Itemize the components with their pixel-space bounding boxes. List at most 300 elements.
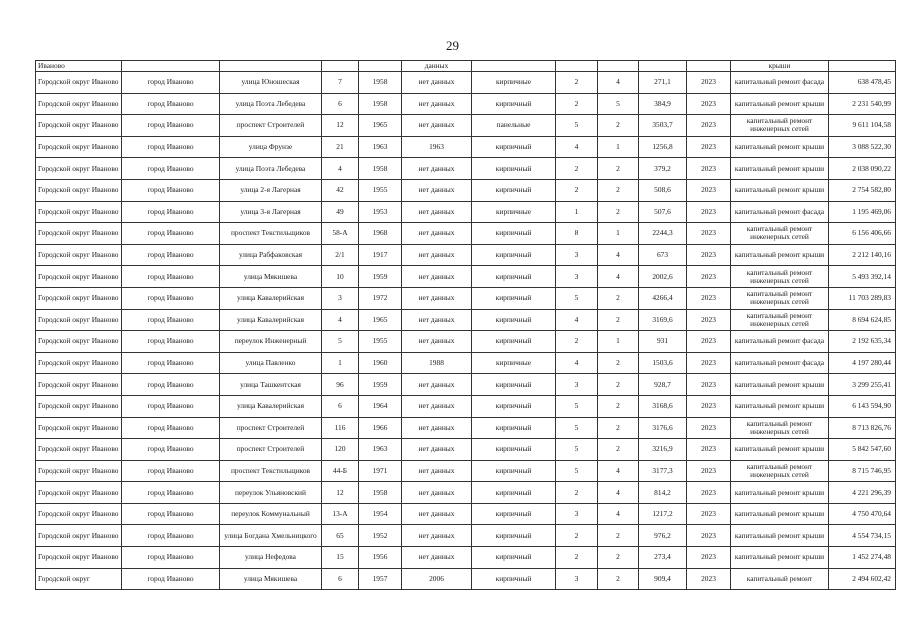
house-number-cell: 42: [322, 179, 359, 201]
municipal-district-cell: Городской округ Иваново: [36, 331, 122, 353]
municipal-district-cell: Городской округ Иваново: [36, 547, 122, 569]
construction-year-cell: 1960: [359, 352, 402, 374]
area-cell: 379,2: [639, 158, 687, 180]
entrances-cell: 4: [598, 244, 639, 266]
floors-cell: 2: [556, 158, 598, 180]
planned-year-cell: 2023: [687, 287, 731, 309]
wall-material-cell: кирпичный: [472, 136, 556, 158]
municipal-district-cell: Городской округ Иваново: [36, 266, 122, 288]
floors-cell: 3: [556, 568, 598, 590]
work-type-cell: капитальный ремонт инженерных сетей: [731, 287, 829, 309]
settlement-cell: город Иваново: [122, 331, 220, 353]
municipal-district-cell: Городской округ Иваново: [36, 223, 122, 245]
cost-cell: 3 299 255,41: [829, 374, 896, 396]
construction-year-cell: 1952: [359, 525, 402, 547]
street-cell: улица Юношеская: [220, 72, 322, 94]
wall-material-cell: кирпичный: [472, 179, 556, 201]
entrances-cell: 4: [598, 503, 639, 525]
area-cell: 508,6: [639, 179, 687, 201]
cost-cell: 2 231 540,99: [829, 93, 896, 115]
reconstruction-year-cell: 1963: [402, 136, 472, 158]
reconstruction-year-cell: 1988: [402, 352, 472, 374]
municipal-district-cell: Городской округ Иваново: [36, 309, 122, 331]
floors-cell: 8: [556, 223, 598, 245]
street-cell: улица Павленко: [220, 352, 322, 374]
table-row: [36, 72, 896, 94]
construction-year-cell: 1966: [359, 417, 402, 439]
floors-cell: 2: [556, 93, 598, 115]
settlement-cell: город Иваново: [122, 223, 220, 245]
floors-cell: 3: [556, 503, 598, 525]
entrances-cell: 4: [598, 266, 639, 288]
work-type-cell: капитальный ремонт инженерных сетей: [731, 309, 829, 331]
settlement-cell: город Иваново: [122, 287, 220, 309]
entrances-cell: 2: [598, 525, 639, 547]
house-number-cell: 6: [322, 568, 359, 590]
house-number-cell: 10: [322, 266, 359, 288]
cost-cell: 8 715 746,95: [829, 460, 896, 482]
street-cell: проспект Строителей: [220, 439, 322, 461]
table-row: [36, 395, 896, 417]
area-cell: 814,2: [639, 482, 687, 504]
house-number-cell: 1: [322, 352, 359, 374]
wall-material-cell: кирпичный: [472, 568, 556, 590]
reconstruction-year-cell: нет данных: [402, 201, 472, 223]
floors-cell: 5: [556, 460, 598, 482]
cost-cell: 2 192 635,34: [829, 331, 896, 353]
floors-cell: 1: [556, 201, 598, 223]
construction-year-cell: 1958: [359, 72, 402, 94]
settlement-cell: город Иваново: [122, 136, 220, 158]
cost-cell: 2 038 090,22: [829, 158, 896, 180]
municipal-district-cell: Городской округ Иваново: [36, 115, 122, 137]
reconstruction-year-cell: 2006: [402, 568, 472, 590]
table-row: [36, 287, 896, 309]
municipal-district-cell: Городской округ Иваново: [36, 179, 122, 201]
settlement-cell: город Иваново: [122, 309, 220, 331]
area-cell: 4266,4: [639, 287, 687, 309]
floors-cell: 4: [556, 136, 598, 158]
wall-material-cell: кирпичный: [472, 482, 556, 504]
table-row: [36, 547, 896, 569]
area-cell: 271,1: [639, 72, 687, 94]
planned-year-cell: 2023: [687, 72, 731, 94]
table-row: [36, 179, 896, 201]
table-row: [36, 460, 896, 482]
house-number-cell: 3: [322, 287, 359, 309]
cost-cell: 2 212 140,16: [829, 244, 896, 266]
housing-repair-table: [35, 60, 896, 590]
table-row: [36, 374, 896, 396]
wall-material-cell: кирпичный: [472, 525, 556, 547]
wall-material-cell: кирпичный: [472, 93, 556, 115]
reconstruction-year-cell: нет данных: [402, 72, 472, 94]
settlement-cell: [122, 61, 220, 72]
street-cell: проспект Текстильщиков: [220, 460, 322, 482]
work-type-cell: капитальный ремонт крыши: [731, 503, 829, 525]
entrances-cell: 2: [598, 115, 639, 137]
reconstruction-year-cell: нет данных: [402, 93, 472, 115]
house-number-cell: 4: [322, 309, 359, 331]
entrances-cell: [598, 61, 639, 72]
wall-material-cell: кирпичный: [472, 331, 556, 353]
settlement-cell: город Иваново: [122, 568, 220, 590]
wall-material-cell: кирпичный: [472, 439, 556, 461]
table-row: [36, 417, 896, 439]
floors-cell: 2: [556, 547, 598, 569]
street-cell: улица Рабфаковская: [220, 244, 322, 266]
construction-year-cell: 1963: [359, 136, 402, 158]
page-number: 29: [446, 38, 459, 53]
planned-year-cell: 2023: [687, 482, 731, 504]
settlement-cell: город Иваново: [122, 266, 220, 288]
floors-cell: 4: [556, 352, 598, 374]
table-row: [36, 201, 896, 223]
wall-material-cell: кирпичные: [472, 352, 556, 374]
wall-material-cell: кирпичный: [472, 374, 556, 396]
construction-year-cell: 1955: [359, 331, 402, 353]
municipal-district-cell: Городской округ Иваново: [36, 482, 122, 504]
municipal-district-cell: Городской округ Иваново: [36, 352, 122, 374]
municipal-district-cell: Городской округ Иваново: [36, 72, 122, 94]
settlement-cell: город Иваново: [122, 439, 220, 461]
wall-material-cell: кирпичный: [472, 547, 556, 569]
reconstruction-year-cell: нет данных: [402, 266, 472, 288]
house-number-cell: 49: [322, 201, 359, 223]
cost-cell: 2 494 602,42: [829, 568, 896, 590]
construction-year-cell: 1959: [359, 374, 402, 396]
reconstruction-year-cell: нет данных: [402, 179, 472, 201]
table-body: [36, 61, 896, 590]
reconstruction-year-cell: нет данных: [402, 395, 472, 417]
construction-year-cell: [359, 61, 402, 72]
work-type-cell: капитальный ремонт крыши: [731, 158, 829, 180]
area-cell: 3216,9: [639, 439, 687, 461]
area-cell: 1256,8: [639, 136, 687, 158]
house-number-cell: 6: [322, 93, 359, 115]
street-cell: улица Мякишева: [220, 266, 322, 288]
work-type-cell: капитальный ремонт крыши: [731, 547, 829, 569]
area-cell: 1503,6: [639, 352, 687, 374]
reconstruction-year-cell: нет данных: [402, 223, 472, 245]
floors-cell: 5: [556, 115, 598, 137]
work-type-cell: капитальный ремонт крыши: [731, 395, 829, 417]
reconstruction-year-cell: данных: [402, 61, 472, 72]
planned-year-cell: 2023: [687, 395, 731, 417]
construction-year-cell: 1972: [359, 287, 402, 309]
area-cell: 384,9: [639, 93, 687, 115]
area-cell: 931: [639, 331, 687, 353]
settlement-cell: город Иваново: [122, 482, 220, 504]
municipal-district-cell: Городской округ Иваново: [36, 503, 122, 525]
house-number-cell: 58-А: [322, 223, 359, 245]
planned-year-cell: 2023: [687, 568, 731, 590]
street-cell: улица Фрунзе: [220, 136, 322, 158]
municipal-district-cell: Городской округ Иваново: [36, 395, 122, 417]
floors-cell: 5: [556, 287, 598, 309]
wall-material-cell: кирпичный: [472, 244, 556, 266]
house-number-cell: 12: [322, 115, 359, 137]
work-type-cell: капитальный ремонт фасада: [731, 352, 829, 374]
reconstruction-year-cell: нет данных: [402, 503, 472, 525]
reconstruction-year-cell: нет данных: [402, 331, 472, 353]
reconstruction-year-cell: нет данных: [402, 158, 472, 180]
wall-material-cell: [472, 61, 556, 72]
municipal-district-cell: Городской округ Иваново: [36, 136, 122, 158]
construction-year-cell: 1956: [359, 547, 402, 569]
wall-material-cell: панельные: [472, 115, 556, 137]
table-row: [36, 136, 896, 158]
municipal-district-cell: Городской округ Иваново: [36, 244, 122, 266]
floors-cell: 3: [556, 244, 598, 266]
settlement-cell: город Иваново: [122, 201, 220, 223]
cost-cell: 5 493 392,14: [829, 266, 896, 288]
settlement-cell: город Иваново: [122, 244, 220, 266]
street-cell: улица Ташкентская: [220, 374, 322, 396]
settlement-cell: город Иваново: [122, 547, 220, 569]
planned-year-cell: 2023: [687, 352, 731, 374]
wall-material-cell: кирпичные: [472, 72, 556, 94]
entrances-cell: 2: [598, 395, 639, 417]
cost-cell: 4 197 280,44: [829, 352, 896, 374]
table-row: [36, 439, 896, 461]
house-number-cell: 44-Б: [322, 460, 359, 482]
street-cell: [220, 61, 322, 72]
reconstruction-year-cell: нет данных: [402, 547, 472, 569]
area-cell: 3176,6: [639, 417, 687, 439]
planned-year-cell: 2023: [687, 525, 731, 547]
cost-cell: 4 750 470,64: [829, 503, 896, 525]
planned-year-cell: 2023: [687, 503, 731, 525]
settlement-cell: город Иваново: [122, 374, 220, 396]
street-cell: улица Кавалерийская: [220, 287, 322, 309]
floors-cell: 3: [556, 266, 598, 288]
settlement-cell: город Иваново: [122, 417, 220, 439]
table-row: [36, 158, 896, 180]
street-cell: улица Поэта Лебедева: [220, 93, 322, 115]
planned-year-cell: 2023: [687, 158, 731, 180]
entrances-cell: 1: [598, 331, 639, 353]
planned-year-cell: 2023: [687, 460, 731, 482]
entrances-cell: 2: [598, 547, 639, 569]
floors-cell: 5: [556, 417, 598, 439]
area-cell: 3168,6: [639, 395, 687, 417]
area-cell: 976,2: [639, 525, 687, 547]
work-type-cell: капитальный ремонт инженерных сетей: [731, 266, 829, 288]
street-cell: переулок Инженерный: [220, 331, 322, 353]
house-number-cell: 96: [322, 374, 359, 396]
table-row: [36, 266, 896, 288]
entrances-cell: 2: [598, 287, 639, 309]
municipal-district-cell: Городской округ Иваново: [36, 417, 122, 439]
settlement-cell: город Иваново: [122, 525, 220, 547]
area-cell: [639, 61, 687, 72]
reconstruction-year-cell: нет данных: [402, 482, 472, 504]
reconstruction-year-cell: нет данных: [402, 439, 472, 461]
floors-cell: 2: [556, 525, 598, 547]
municipal-district-cell: Городской округ Иваново: [36, 525, 122, 547]
reconstruction-year-cell: нет данных: [402, 525, 472, 547]
house-number-cell: 21: [322, 136, 359, 158]
work-type-cell: капитальный ремонт крыши: [731, 93, 829, 115]
work-type-cell: капитальный ремонт крыши: [731, 136, 829, 158]
area-cell: 3169,6: [639, 309, 687, 331]
planned-year-cell: 2023: [687, 223, 731, 245]
reconstruction-year-cell: нет данных: [402, 115, 472, 137]
floors-cell: 4: [556, 309, 598, 331]
cost-cell: 8 694 624,85: [829, 309, 896, 331]
street-cell: улица 3-я Лагерная: [220, 201, 322, 223]
table-row: [36, 223, 896, 245]
settlement-cell: город Иваново: [122, 115, 220, 137]
house-number-cell: 5: [322, 331, 359, 353]
settlement-cell: город Иваново: [122, 179, 220, 201]
house-number-cell: 2/1: [322, 244, 359, 266]
work-type-cell: капитальный ремонт крыши: [731, 525, 829, 547]
continued-row: [36, 61, 896, 72]
work-type-cell: капитальный ремонт: [731, 568, 829, 590]
table-row: [36, 568, 896, 590]
construction-year-cell: 1955: [359, 179, 402, 201]
wall-material-cell: кирпичный: [472, 223, 556, 245]
municipal-district-cell: Городской округ Иваново: [36, 201, 122, 223]
entrances-cell: 2: [598, 179, 639, 201]
area-cell: 507,6: [639, 201, 687, 223]
entrances-cell: 2: [598, 417, 639, 439]
reconstruction-year-cell: нет данных: [402, 309, 472, 331]
cost-cell: 8 713 826,76: [829, 417, 896, 439]
wall-material-cell: кирпичный: [472, 417, 556, 439]
cost-cell: 638 478,45: [829, 72, 896, 94]
construction-year-cell: 1971: [359, 460, 402, 482]
construction-year-cell: 1965: [359, 115, 402, 137]
house-number-cell: 120: [322, 439, 359, 461]
house-number-cell: 6: [322, 395, 359, 417]
floors-cell: 5: [556, 439, 598, 461]
street-cell: улица 2-я Лагерная: [220, 179, 322, 201]
settlement-cell: город Иваново: [122, 158, 220, 180]
floors-cell: 2: [556, 331, 598, 353]
planned-year-cell: 2023: [687, 136, 731, 158]
house-number-cell: 15: [322, 547, 359, 569]
entrances-cell: 2: [598, 439, 639, 461]
entrances-cell: 5: [598, 93, 639, 115]
table-row: [36, 331, 896, 353]
planned-year-cell: 2023: [687, 439, 731, 461]
work-type-cell: капитальный ремонт крыши: [731, 439, 829, 461]
settlement-cell: город Иваново: [122, 395, 220, 417]
street-cell: проспект Текстильщиков: [220, 223, 322, 245]
settlement-cell: город Иваново: [122, 72, 220, 94]
cost-cell: 2 754 582,80: [829, 179, 896, 201]
planned-year-cell: 2023: [687, 547, 731, 569]
planned-year-cell: 2023: [687, 115, 731, 137]
reconstruction-year-cell: нет данных: [402, 244, 472, 266]
construction-year-cell: 1958: [359, 158, 402, 180]
wall-material-cell: кирпичный: [472, 309, 556, 331]
planned-year-cell: 2023: [687, 417, 731, 439]
house-number-cell: 65: [322, 525, 359, 547]
area-cell: 2244,3: [639, 223, 687, 245]
street-cell: проспект Строителей: [220, 417, 322, 439]
street-cell: улица Нефедова: [220, 547, 322, 569]
cost-cell: 6 143 594,90: [829, 395, 896, 417]
work-type-cell: капитальный ремонт инженерных сетей: [731, 115, 829, 137]
construction-year-cell: 1968: [359, 223, 402, 245]
area-cell: 3503,7: [639, 115, 687, 137]
reconstruction-year-cell: нет данных: [402, 460, 472, 482]
settlement-cell: город Иваново: [122, 460, 220, 482]
house-number-cell: [322, 61, 359, 72]
cost-cell: 5 842 547,60: [829, 439, 896, 461]
house-number-cell: 13-А: [322, 503, 359, 525]
municipal-district-cell: Городской округ Иваново: [36, 158, 122, 180]
street-cell: улица Мякишева: [220, 568, 322, 590]
area-cell: 3177,3: [639, 460, 687, 482]
planned-year-cell: 2023: [687, 331, 731, 353]
house-number-cell: 4: [322, 158, 359, 180]
work-type-cell: капитальный ремонт фасада: [731, 201, 829, 223]
planned-year-cell: 2023: [687, 266, 731, 288]
cost-cell: 1 452 274,48: [829, 547, 896, 569]
house-number-cell: 116: [322, 417, 359, 439]
area-cell: 2002,6: [639, 266, 687, 288]
entrances-cell: 2: [598, 309, 639, 331]
area-cell: 273,4: [639, 547, 687, 569]
construction-year-cell: 1958: [359, 482, 402, 504]
house-number-cell: 7: [322, 72, 359, 94]
planned-year-cell: 2023: [687, 374, 731, 396]
work-type-cell: капитальный ремонт инженерных сетей: [731, 417, 829, 439]
construction-year-cell: 1964: [359, 395, 402, 417]
wall-material-cell: кирпичный: [472, 158, 556, 180]
municipal-district-cell: Иваново: [36, 61, 122, 72]
cost-cell: 4 554 734,15: [829, 525, 896, 547]
wall-material-cell: кирпичный: [472, 266, 556, 288]
municipal-district-cell: Городской округ Иваново: [36, 93, 122, 115]
construction-year-cell: 1959: [359, 266, 402, 288]
street-cell: улица Богдана Хмельницкого: [220, 525, 322, 547]
entrances-cell: 1: [598, 136, 639, 158]
planned-year-cell: 2023: [687, 309, 731, 331]
table-row: [36, 244, 896, 266]
municipal-district-cell: Городской округ Иваново: [36, 460, 122, 482]
work-type-cell: капитальный ремонт крыши: [731, 482, 829, 504]
planned-year-cell: 2023: [687, 179, 731, 201]
street-cell: улица Поэта Лебедева: [220, 158, 322, 180]
table-row: [36, 482, 896, 504]
entrances-cell: 2: [598, 374, 639, 396]
floors-cell: [556, 61, 598, 72]
work-type-cell: капитальный ремонт крыши: [731, 244, 829, 266]
table-row: [36, 93, 896, 115]
settlement-cell: город Иваново: [122, 93, 220, 115]
entrances-cell: 2: [598, 201, 639, 223]
floors-cell: 2: [556, 72, 598, 94]
table-row: [36, 525, 896, 547]
settlement-cell: город Иваново: [122, 503, 220, 525]
work-type-cell: капитальный ремонт крыши: [731, 374, 829, 396]
planned-year-cell: 2023: [687, 244, 731, 266]
entrances-cell: 4: [598, 72, 639, 94]
table-row: [36, 115, 896, 137]
street-cell: переулок Ульяновский: [220, 482, 322, 504]
wall-material-cell: кирпичный: [472, 460, 556, 482]
cost-cell: 9 611 104,58: [829, 115, 896, 137]
wall-material-cell: кирпичный: [472, 287, 556, 309]
table-row: [36, 309, 896, 331]
cost-cell: 1 195 469,06: [829, 201, 896, 223]
